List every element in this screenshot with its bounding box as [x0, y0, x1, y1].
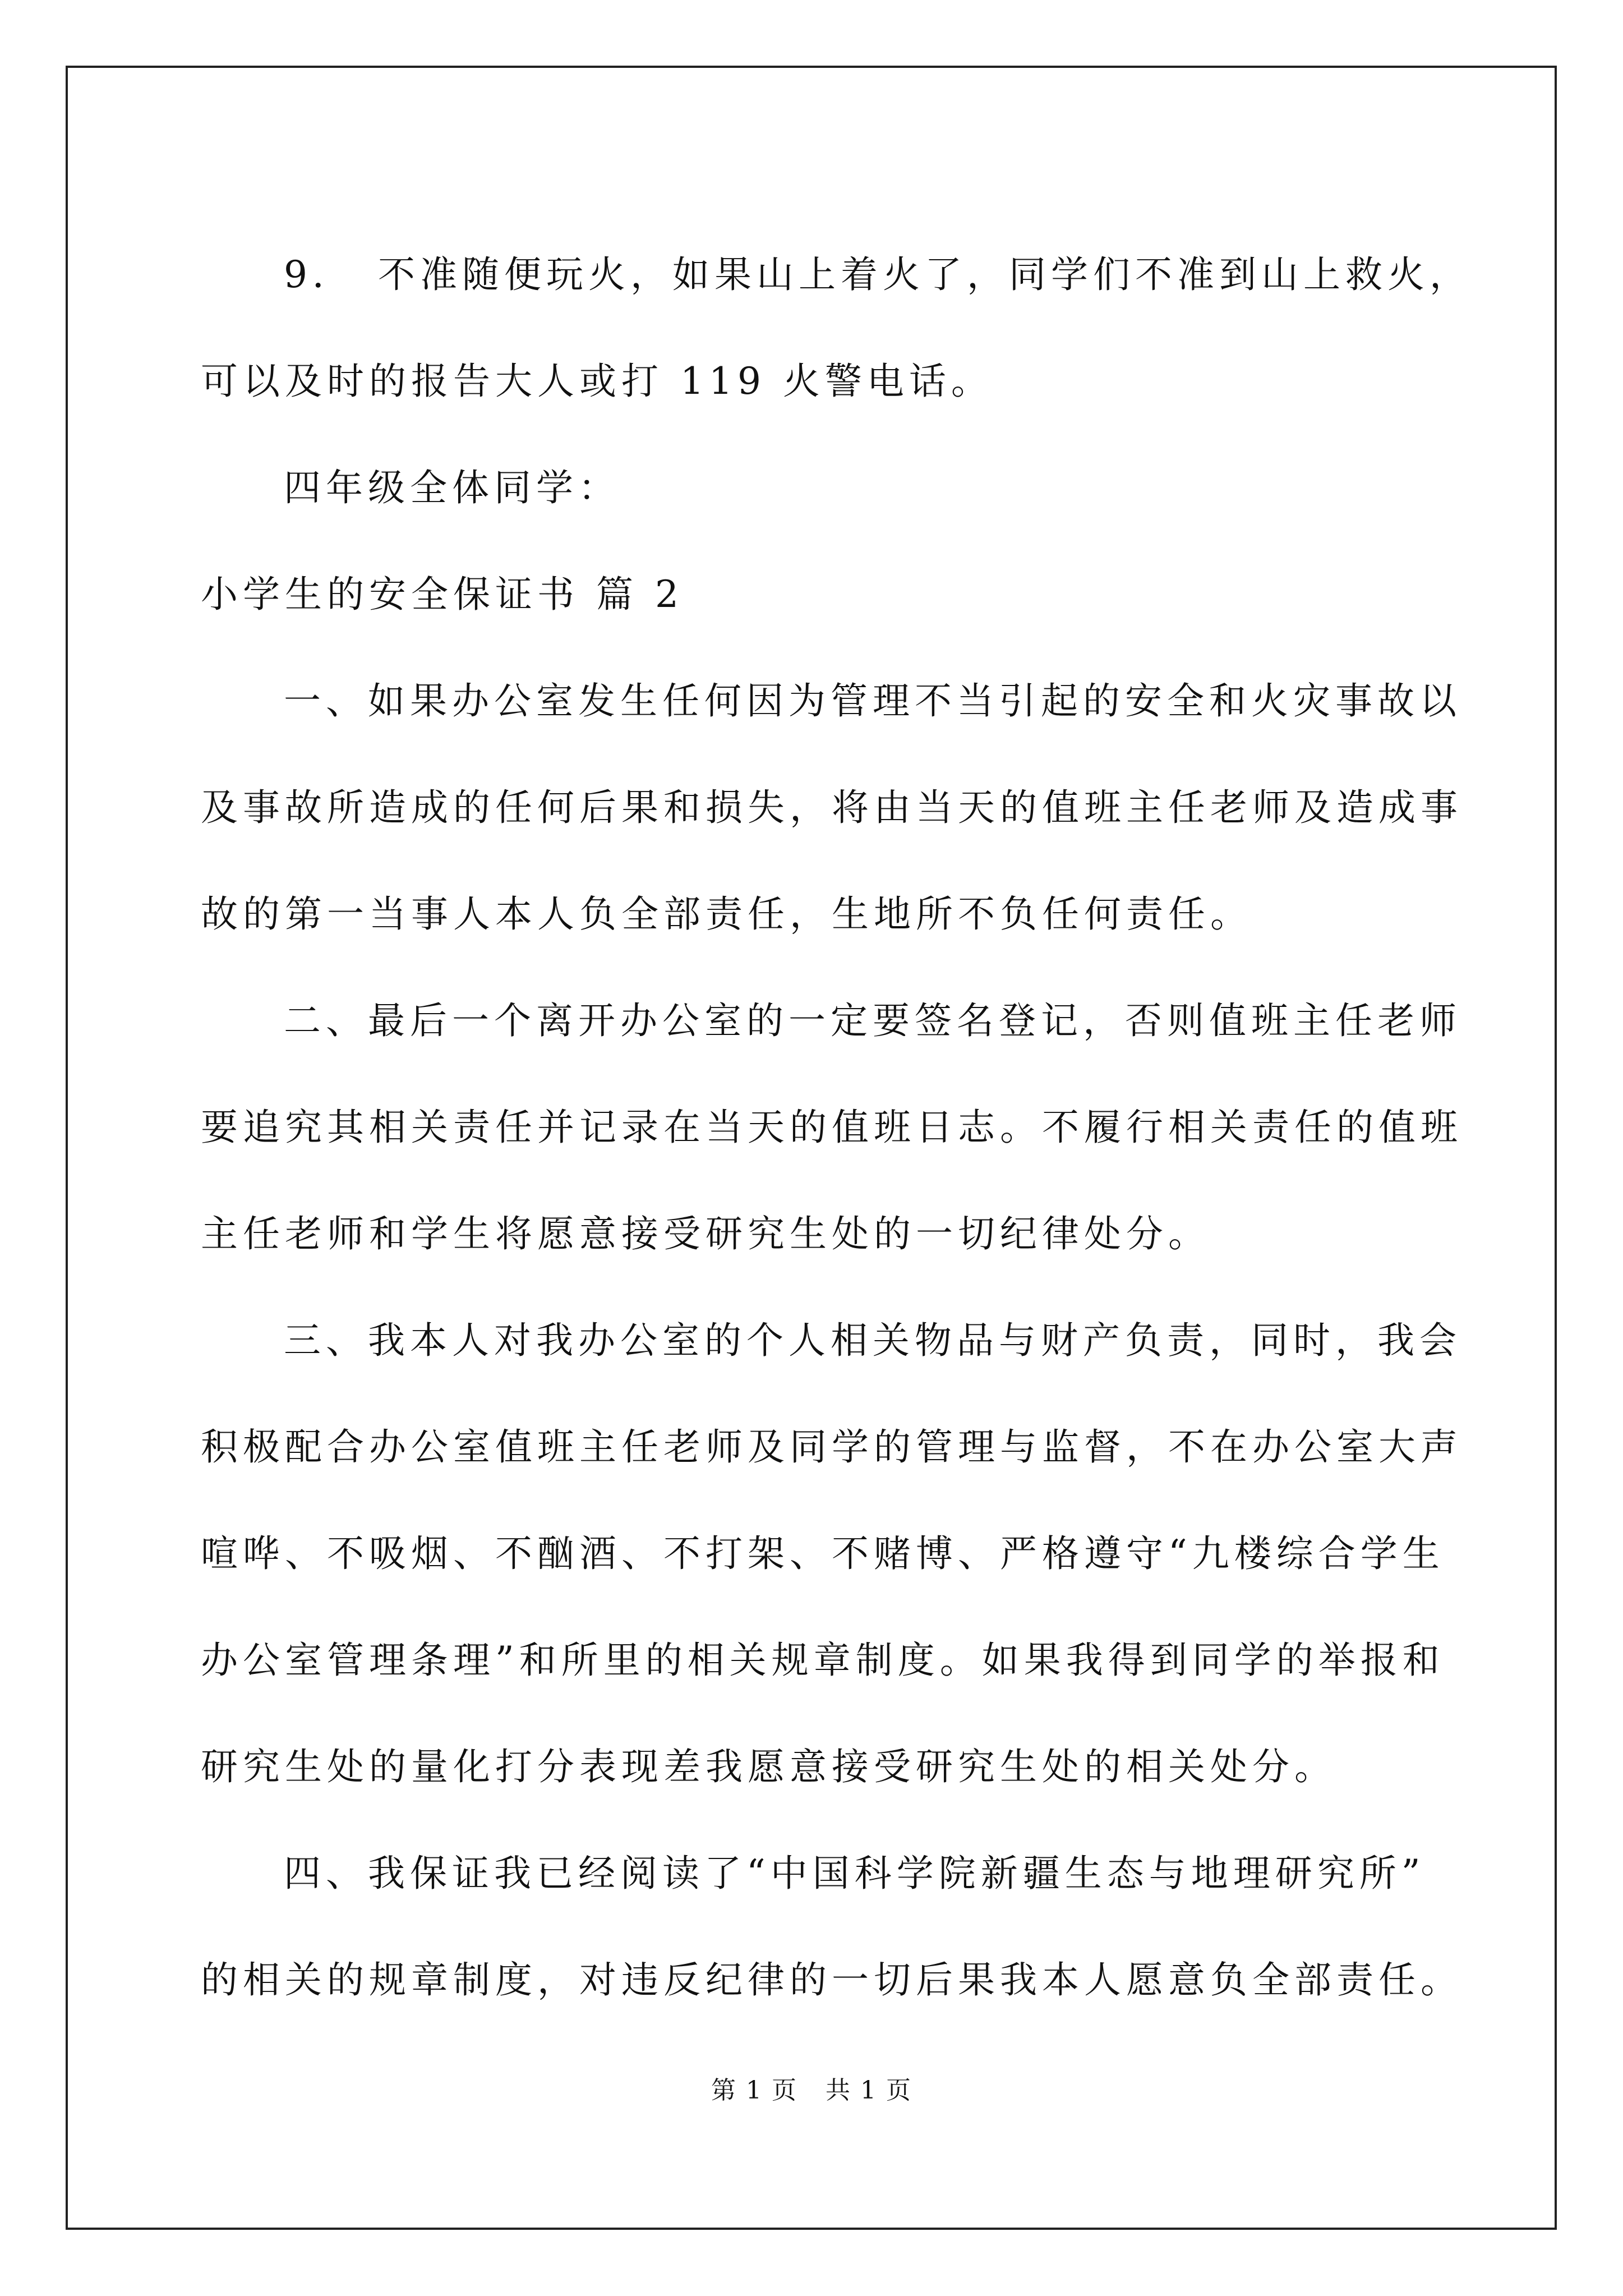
- clause-4-line-2: 的相关的规章制度，对违反纪律的一切后果我本人愿意负全部责任。: [201, 1958, 1463, 2001]
- document-body: [201, 222, 1472, 2033]
- section-heading: 小学生的安全保证书 篇 2: [201, 573, 684, 616]
- clause-2-line-2: 要追究其相关责任并记录在当天的值班日志。不履行相关责任的值班: [201, 1106, 1463, 1149]
- clause-2-line-3: 主任老师和学生将愿意接受研究生处的一切纪律处分。: [201, 1212, 1210, 1255]
- clause-1-line-2: 及事故所造成的任何后果和损失，将由当天的值班主任老师及造成事: [201, 786, 1463, 829]
- clause-3-line-2: 积极配合办公室值班主任老师及同学的管理与监督，不在办公室大声: [201, 1425, 1463, 1469]
- clause-3-line-3: 喧哗、不吸烟、不酗酒、不打架、不赌博、严格遵守“九楼综合学生: [201, 1532, 1445, 1575]
- page-total: 共 1 页: [826, 2076, 912, 2105]
- item-9-line-1: 9． 不准随便玩火，如果山上着火了，同学们不准到山上救火，: [284, 253, 1472, 296]
- clause-1-line-1: 一、如果办公室发生任何因为管理不当引起的安全和火灾事故以: [284, 679, 1461, 723]
- clause-1-line-3: 故的第一当事人本人负全部责任，生地所不负任何责任。: [201, 892, 1252, 936]
- clause-2-line-1: 二、最后一个离开办公室的一定要签名登记，否则值班主任老师: [284, 999, 1461, 1042]
- clause-4-line-1: 四、我保证我已经阅读了“中国科学院新疆生态与地理研究所”: [284, 1852, 1426, 1895]
- page-number: 第 1 页: [711, 2076, 797, 2105]
- item-9-line-2: 可以及时的报告大人或打 119 火警电话。: [201, 360, 993, 403]
- clause-3-line-4: 办公室管理条理”和所里的相关规章制度。如果我得到同学的举报和: [201, 1639, 1445, 1682]
- signature-line: 四年级全体同学：: [284, 466, 620, 509]
- clause-3-line-5: 研究生处的量化打分表现差我愿意接受研究生处的相关处分。: [201, 1745, 1336, 1788]
- clause-3-line-1: 三、我本人对我办公室的个人相关物品与财产负责，同时，我会: [284, 1319, 1461, 1362]
- page-footer: [0, 2070, 1623, 2106]
